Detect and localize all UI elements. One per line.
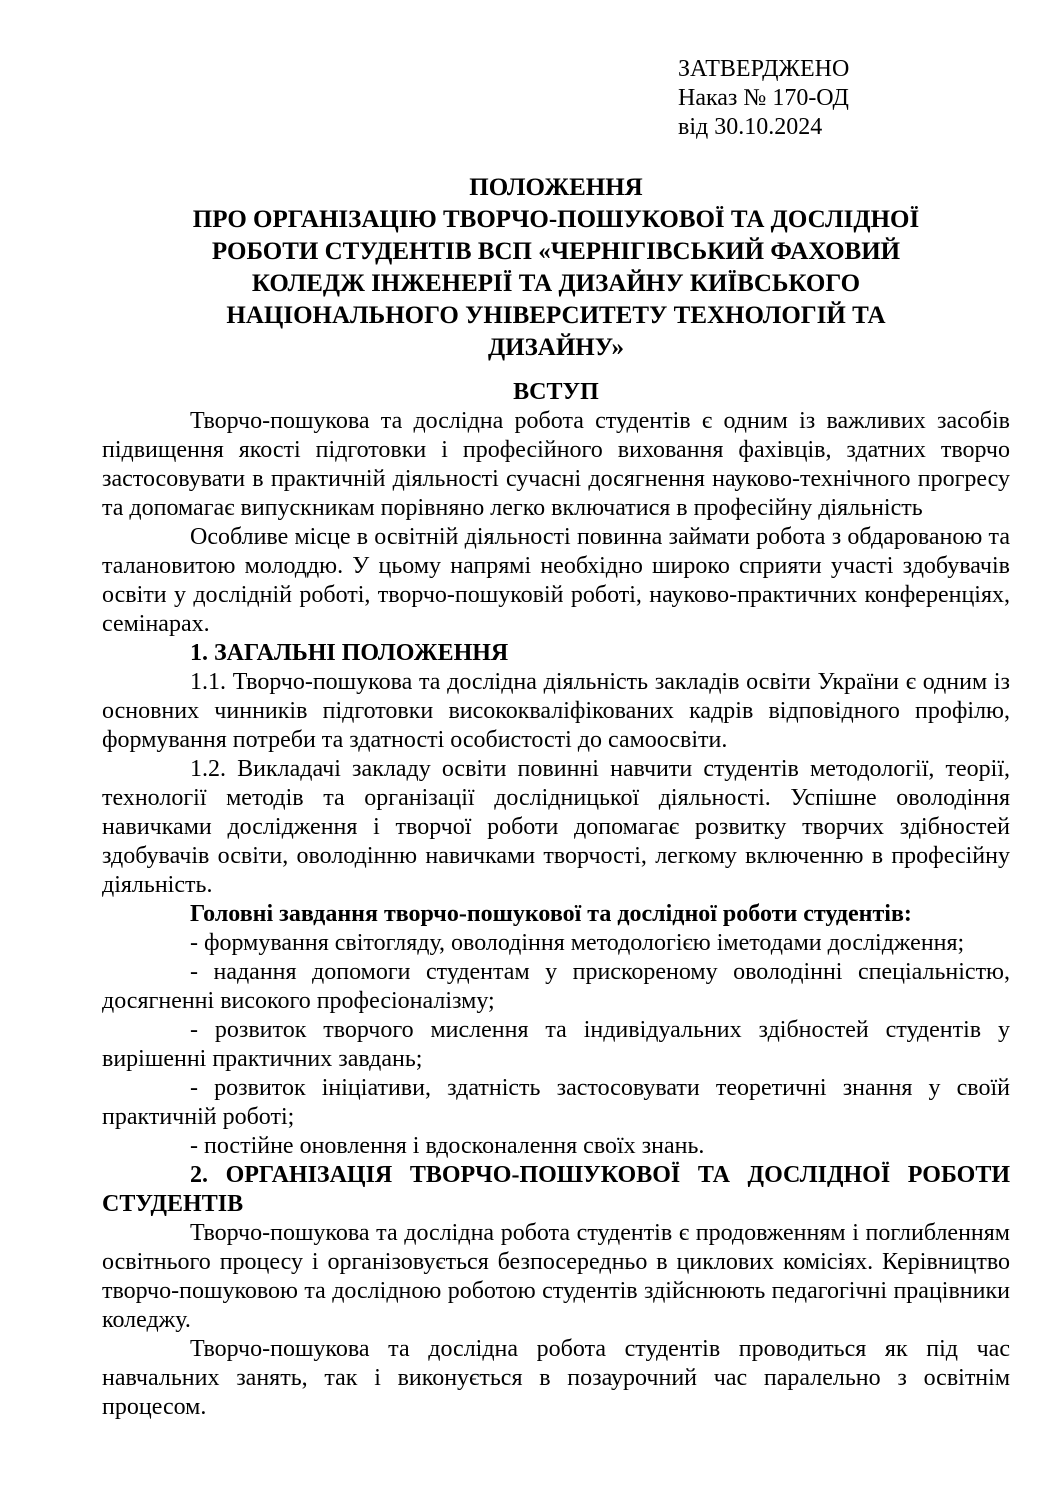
title-line-4: КОЛЕДЖ ІНЖЕНЕРІЇ ТА ДИЗАЙНУ КИЇВСЬКОГО xyxy=(251,270,861,297)
approval-date: від 30.10.2024 xyxy=(678,114,823,140)
task-item-2: - надання допомоги студентам у прискореному оволодінні спеціальністю, досягненні високого професіоналізму; xyxy=(102,959,1010,1014)
clause-1-2: 1.2. Викладачі закладу освіти повинні навчити студентів методології, теорії, технології методів та організації дослідницької діяльності. Успішне оволодіння навичками дослідження і творчої роботи допомагає розвитку творчих здібностей здобувачів освіти, оволодінню навичками творчості, легкому включенню в професійну діяльність. xyxy=(102,756,1010,898)
title-line-1: ПОЛОЖЕННЯ xyxy=(469,174,643,201)
task-item-4: - розвиток ініціативи, здатність застосовувати теоретичні знання у своїй практичній роботі; xyxy=(102,1075,1010,1130)
section-2-heading: 2. ОРГАНІЗАЦІЯ ТВОРЧО-ПОШУКОВОЇ ТА ДОСЛІДНОЇ РОБОТИ СТУДЕНТІВ xyxy=(102,1162,1010,1217)
section-2-paragraph-2: Творчо-пошукова та дослідна робота студентів проводиться як під час навчальних занять, так і виконується в позаурочний час паралельно з освітнім процесом. xyxy=(102,1336,1010,1420)
title-line-5: НАЦІОНАЛЬНОГО УНІВЕРСИТЕТУ ТЕХНОЛОГІЙ ТА xyxy=(226,302,886,329)
title-line-2: ПРО ОРГАНІЗАЦІЮ ТВОРЧО-ПОШУКОВОЇ ТА ДОСЛІДНОЇ xyxy=(192,206,920,233)
section-2-paragraph-1: Творчо-пошукова та дослідна робота студентів є продовженням і поглибленням освітнього процесу і організовується безпосередньо в циклових комісіях. Керівництво творчо-пошуковою та дослідною роботою студентів здійснюють педагогічні працівники коледжу. xyxy=(102,1220,1010,1333)
tasks-heading: Головні завдання творчо-пошукової та дослідної роботи студентів: xyxy=(190,901,912,927)
intro-paragraph-1: Творчо-пошукова та дослідна робота студентів є одним із важливих засобів підвищення якості підготовки і професійного виховання фахівців, здатних творчо застосовувати в практичній діяльності сучасні досягнення науково-технічного прогресу та допомагає випускникам порівняно легко включатися в професійну діяльність xyxy=(102,408,1010,521)
section-1-heading: 1. ЗАГАЛЬНІ ПОЛОЖЕННЯ xyxy=(190,640,509,666)
intro-heading: ВСТУП xyxy=(513,379,599,405)
approval-status: ЗАТВЕРДЖЕНО xyxy=(678,56,850,82)
clause-1-1: 1.1. Творчо-пошукова та дослідна діяльність закладів освіти України є одним із основних чинників підготовки висококваліфікованих кадрів відповідного профілю, формування потреби та здатності особистості до самоосвіти. xyxy=(102,669,1010,753)
approval-block xyxy=(678,55,1010,142)
approval-order-number: Наказ № 170-ОД xyxy=(678,85,849,111)
title-line-6: ДИЗАЙНУ» xyxy=(487,334,625,361)
task-item-1: - формування світогляду, оволодіння методологією іметодами дослідження; xyxy=(190,930,965,956)
title-line-3: РОБОТИ СТУДЕНТІВ ВСП «ЧЕРНІГІВСЬКИЙ ФАХОВИЙ xyxy=(211,238,901,265)
task-item-3: - розвиток творчого мислення та індивідуальних здібностей студентів у вирішенні практичних завдань; xyxy=(102,1017,1010,1072)
intro-paragraph-2: Особливе місце в освітній діяльності повинна займати робота з обдарованою та талановитою молоддю. У цьому напрямі необхідно широко сприяти участі здобувачів освіти у дослідній роботі, творчо-пошуковій роботі, науково-практичних конференціях, семінарах. xyxy=(102,524,1010,637)
document-title xyxy=(102,172,1010,364)
task-item-5: - постійне оновлення і вдосконалення своїх знань. xyxy=(190,1133,705,1159)
